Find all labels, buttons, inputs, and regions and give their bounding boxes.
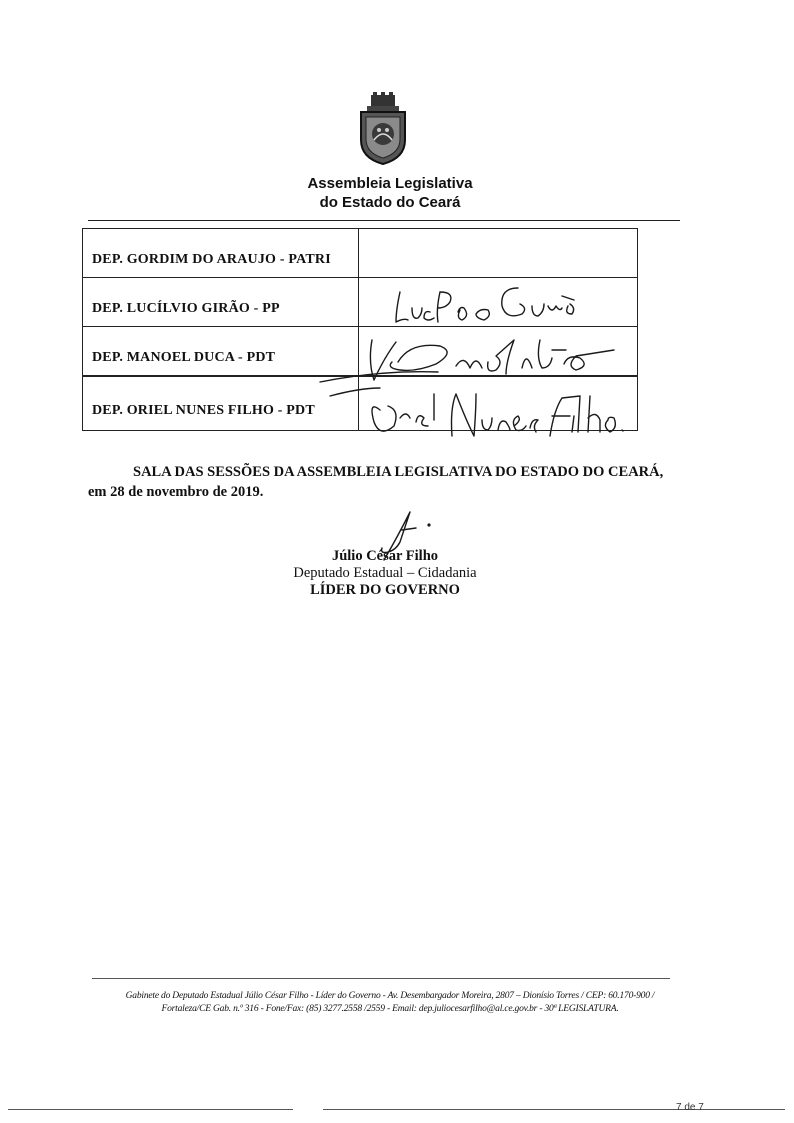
name-cell xyxy=(82,326,359,376)
header-divider xyxy=(88,220,680,221)
signature-table xyxy=(82,228,638,431)
organization-name xyxy=(230,174,550,212)
closing-statement xyxy=(88,462,688,502)
deputy-name: DEP. LUCÍLVIO GIRÃO - PP xyxy=(92,301,280,316)
footer-line-2: Fortaleza/CE Gab. n.º 316 - Fone/Fax: (85) 3277.2558 /2559 - Email: dep.juliocesarfilho@al.ce.gov.br - 30ª LEGISLATURA. xyxy=(161,1004,619,1014)
footer-divider xyxy=(92,978,670,979)
closing-date-line: em 28 de novembro de 2019. xyxy=(88,484,264,500)
signature-cell xyxy=(358,277,638,327)
signer-title: LÍDER DO GOVERNO xyxy=(310,582,460,598)
table-row xyxy=(82,326,638,376)
deputy-name: DEP. MANOEL DUCA - PDT xyxy=(92,350,276,365)
name-cell xyxy=(82,376,359,431)
bottom-divider-right xyxy=(323,1109,785,1110)
assembly-crest-logo xyxy=(355,92,411,166)
footer-line-1: Gabinete do Deputado Estadual Júlio César Filho - Líder do Governo - Av. Desembargador Moreira, 2807 – Dionísio Torres / CEP: 60.170-900 / xyxy=(125,991,655,1001)
organization-name-line1: Assembleia Legislativa xyxy=(307,175,473,192)
signer-name: Júlio César Filho xyxy=(331,548,439,564)
name-cell xyxy=(82,228,359,278)
deputy-name: DEP. ORIEL NUNES FILHO - PDT xyxy=(92,403,315,418)
closing-line-1: SALA DAS SESSÕES DA ASSEMBLEIA LEGISLATIVA DO ESTADO DO CEARÁ, xyxy=(133,464,664,480)
table-row xyxy=(82,277,638,327)
table-row xyxy=(82,376,638,431)
name-cell xyxy=(82,277,359,327)
footer-address xyxy=(80,990,700,1016)
organization-name-line2: do Estado do Ceará xyxy=(319,194,461,211)
page-indicator: 7 de 7 xyxy=(676,1102,704,1113)
signer-block xyxy=(270,548,500,599)
signature-cell xyxy=(358,376,638,431)
signer-role: Deputado Estadual – Cidadania xyxy=(293,565,477,581)
signature-cell xyxy=(358,228,638,278)
table-row xyxy=(82,228,638,278)
signature-cell xyxy=(358,326,638,376)
deputy-name: DEP. GORDIM DO ARAUJO - PATRI xyxy=(92,252,331,267)
bottom-divider-left xyxy=(8,1109,293,1110)
